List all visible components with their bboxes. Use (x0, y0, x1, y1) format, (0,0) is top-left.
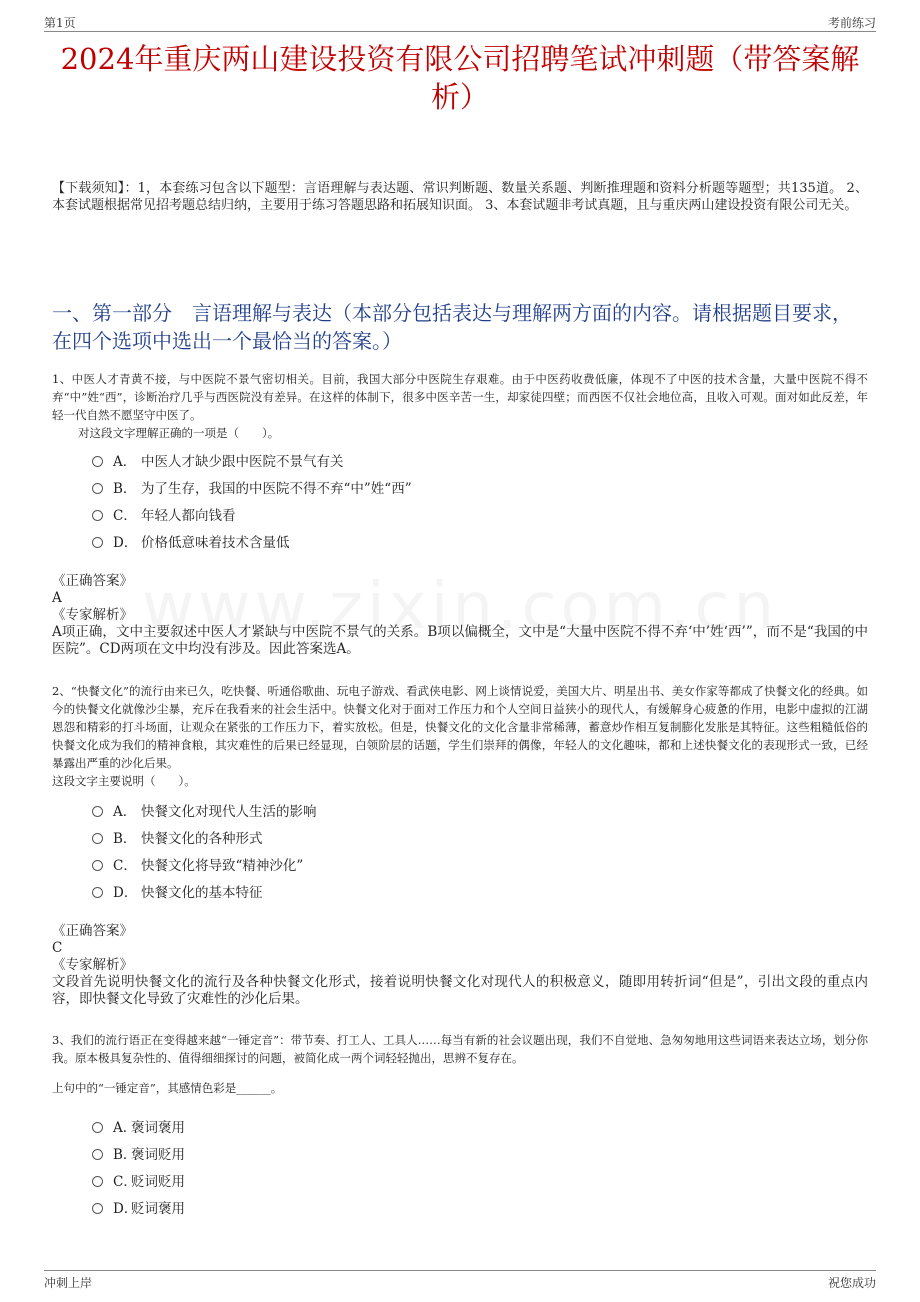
option-c[interactable] (92, 1166, 185, 1193)
radio-icon[interactable] (92, 1203, 103, 1214)
radio-icon[interactable] (92, 483, 103, 494)
option-text: 价格低意味着技术含量低 (141, 534, 290, 551)
download-notice: 【下载须知】：1，本套练习包含以下题型：言语理解与表达题、常识判断题、数量关系题、判断推理题和资料分析题等题型；共135道。 2、本套试题根据常见招考题总结归纳，主要用于练习答题思路和拓展知识面。 3、本套试题非考试真题，且与重庆两山建设投资有限公司无关。 (52, 181, 868, 213)
option-text: 快餐文化对现代人生活的影响 (141, 803, 317, 820)
option-text: 贬词褒用 (131, 1200, 185, 1217)
question-2 (52, 682, 868, 790)
answer-label: 《正确答案》 (52, 923, 133, 939)
answer-value: C (52, 940, 63, 956)
question-2-options (92, 796, 317, 904)
radio-icon[interactable] (92, 537, 103, 548)
option-text: 快餐文化的基本特征 (141, 884, 263, 901)
option-letter: B． (113, 480, 137, 497)
footer-left: 冲刺上岸 (44, 1276, 93, 1290)
option-letter: D． (113, 1200, 138, 1217)
section-heading: 一、第一部分 言语理解与表达（本部分包括表达与理解两方面的内容。请根据题目要求，在四个选项中选出一个最恰当的答案。） (52, 301, 852, 353)
analysis-label: 《专家解析》 (52, 957, 133, 973)
analysis-text: 文段首先说明快餐文化的流行及各种快餐文化形式，接着说明快餐文化对现代人的积极意义，随即用转折词“但是”，引出文段的重点内容，即快餐文化导致了灾难性的沙化后果。 (52, 974, 868, 1007)
answer-value: A (52, 590, 62, 606)
option-text: 年轻人都向钱看 (141, 507, 236, 524)
radio-icon[interactable] (92, 887, 103, 898)
option-text: 快餐文化将导致“精神沙化” (141, 857, 304, 874)
option-text: 贬词贬用 (131, 1173, 185, 1190)
footer-right: 祝您成功 (827, 1276, 876, 1290)
option-text: 褒词褒用 (131, 1119, 185, 1136)
option-d[interactable] (92, 877, 317, 904)
option-a[interactable] (92, 1112, 185, 1139)
option-d[interactable] (92, 527, 412, 554)
option-letter: B． (113, 1146, 137, 1163)
question-ask: 对这段文字理解正确的一项是（ ）。 (78, 426, 280, 440)
question-stem: 3、我们的流行语正在变得越来越“一锤定音”：带节奏、打工人、工具人……每当有新的社会议题出现，我们不自觉地、急匆匆地用这些词语来表达立场，划分你我。原本极具复杂性的、值得细细探讨的问题，被简化成一两个词轻轻抛出，思辨不复存在。 (52, 1033, 868, 1065)
option-letter: D． (113, 884, 138, 901)
option-letter: C． (113, 857, 137, 874)
header-label: 考前练习 (827, 16, 876, 30)
question-1-answer (52, 573, 868, 658)
option-letter: B． (113, 830, 137, 847)
option-letter: A． (113, 803, 137, 820)
option-text: 为了生存，我国的中医院不得不弃“中”姓“西” (141, 480, 412, 497)
analysis-label: 《专家解析》 (52, 607, 133, 623)
radio-icon[interactable] (92, 456, 103, 467)
page-footer (44, 1270, 876, 1290)
question-ask: 这段文字主要说明（ ）。 (52, 774, 196, 788)
option-a[interactable] (92, 446, 412, 473)
option-letter: A． (113, 1119, 137, 1136)
option-text: 褒词贬用 (131, 1146, 185, 1163)
option-letter: A． (113, 453, 137, 470)
radio-icon[interactable] (92, 1122, 103, 1133)
question-stem: 2、“快餐文化”的流行由来已久，吃快餐、听通俗歌曲、玩电子游戏、看武侠电影、网上谈情说爱，美国大片、明星出书、美女作家等都成了快餐文化的经典。如今的快餐文化就像沙尘暴，充斥在我看来的社会生活中。快餐文化对于面对工作压力和个人空间日益狭小的现代人，有缓解身心疲惫的作用，电影中虚拟的江湖恩怨和精彩的打斗场面，让观众在紧张的工作压力下，着实放松。但是，快餐文化的文化含量非常稀薄，蓄意炒作相互复制膨化发胀是其特征。这些粗糙低俗的快餐文化成为我们的精神食粮，其灾难性的后果已经显现，白领阶层的话题，学生们崇拜的偶像，年轻人的文化趣味，都和上述快餐文化的表现形式一致，已经暴露出严重的沙化后果。 (52, 684, 868, 770)
answer-label: 《正确答案》 (52, 573, 133, 589)
option-c[interactable] (92, 500, 412, 527)
question-stem: 1、中医人才青黄不接，与中医院不景气密切相关。目前，我国大部分中医院生存艰难。由于中医药收费低廉，体现不了中医的技术含量，大量中医院不得不弃“中”姓“西”，诊断治疗几乎与西医院没有差异。在这样的体制下，很多中医辛苦一生，却家徒四壁；而西医不仅社会地位高，且收入可观。面对如此反差，年轻一代自然不愿坚守中医了。 (52, 372, 868, 422)
option-letter: D． (113, 534, 138, 551)
question-1-options (92, 446, 412, 554)
radio-icon[interactable] (92, 1176, 103, 1187)
analysis-text: A项正确，文中主要叙述中医人才紧缺与中医院不景气的关系。B项以偏概全，文中是“大量中医院不得不弃‘中’姓‘西’”，而不是“我国的中医院”。CD两项在文中均没有涉及。因此答案选A。 (52, 624, 868, 657)
option-b[interactable] (92, 1139, 185, 1166)
option-letter: C． (113, 507, 137, 524)
radio-icon[interactable] (92, 1149, 103, 1160)
radio-icon[interactable] (92, 806, 103, 817)
question-1 (52, 370, 868, 442)
page-number: 第1页 (44, 16, 76, 30)
question-ask: 上句中的“一锤定音”，其感情色彩是______。 (52, 1081, 283, 1095)
document-title: 2024年重庆两山建设投资有限公司招聘笔试冲刺题（带答案解析） (60, 42, 860, 114)
radio-icon[interactable] (92, 510, 103, 521)
radio-icon[interactable] (92, 833, 103, 844)
question-3-options (92, 1112, 185, 1220)
option-letter: C． (113, 1173, 137, 1190)
question-2-answer (52, 923, 868, 1008)
option-b[interactable] (92, 823, 317, 850)
option-a[interactable] (92, 796, 317, 823)
option-text: 快餐文化的各种形式 (141, 830, 263, 847)
option-b[interactable] (92, 473, 412, 500)
question-3 (52, 1031, 868, 1097)
radio-icon[interactable] (92, 860, 103, 871)
page-header (44, 12, 876, 32)
option-c[interactable] (92, 850, 317, 877)
option-text: 中医人才缺少跟中医院不景气有关 (141, 453, 344, 470)
option-d[interactable] (92, 1193, 185, 1220)
